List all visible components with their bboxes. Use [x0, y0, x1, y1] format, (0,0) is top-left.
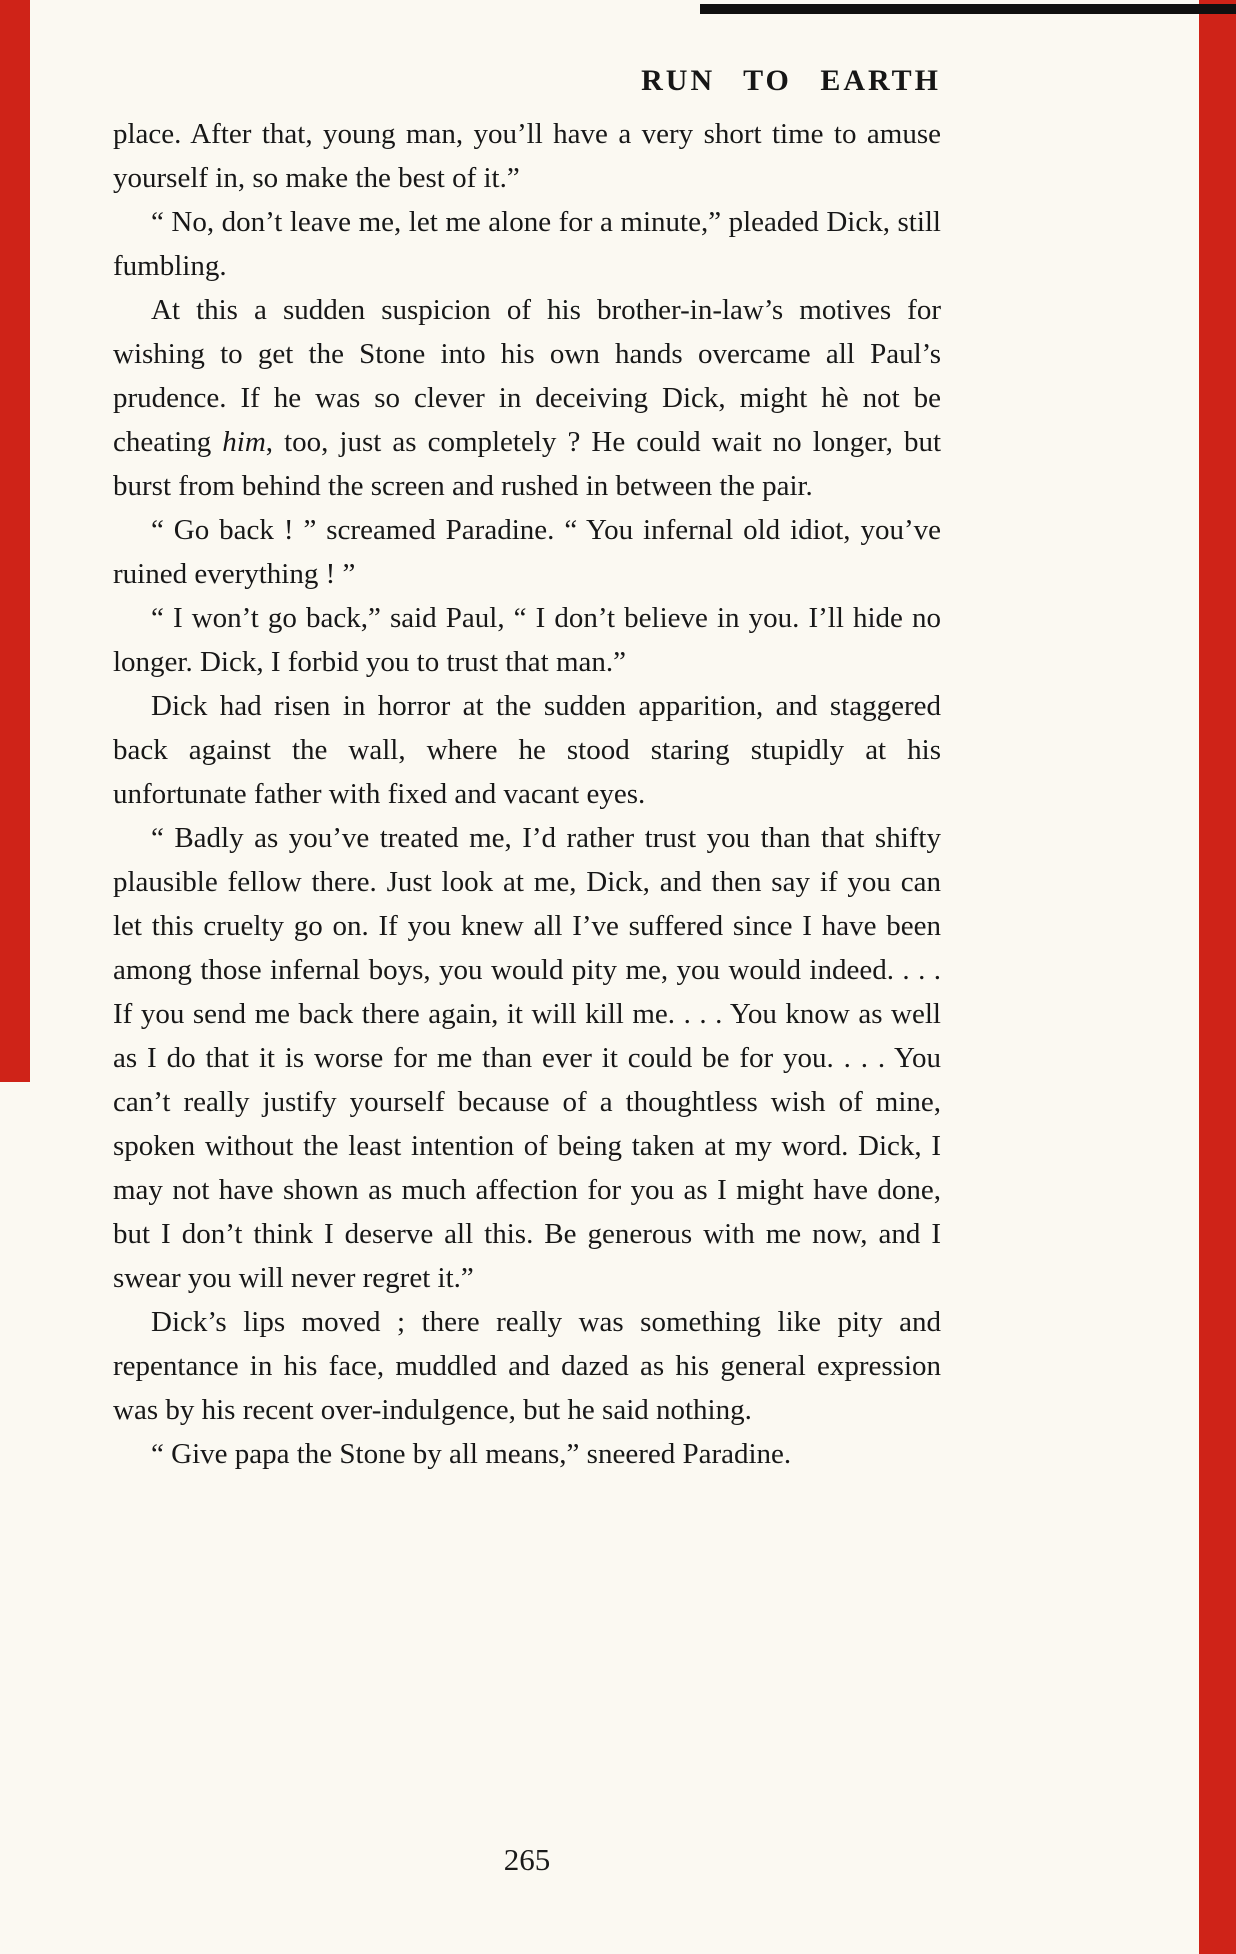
body-text — [113, 112, 941, 1476]
paragraph: “ Badly as you’ve treated me, I’d rather trust you than that shifty plausible fellow there. Just look at me, Dick, and then say if you can let this cruelty go on. If you knew all I’ve suffered since I have been among those infernal boys, you would pity me, you would indeed. . . . If you send me back there again, it will kill me. . . . You know as well as I do that it is worse for me than ever it could be for you. . . . You can’t really justify yourself because of a thoughtless wish of mine, spoken without the least intention of being taken at my word. Dick, I may not have shown as much affection for you as I might have done, but I don’t think I deserve all this. Be generous with me now, and I swear you will never regret it.” — [113, 822, 941, 1294]
paragraph: Dick’s lips moved ; there really was something like pity and repentance in his face, muddled and dazed as his general expression was by his recent over-indulgence, but he said nothing. — [113, 1306, 941, 1426]
page-number: 265 — [503, 1842, 551, 1877]
paragraph — [113, 288, 941, 508]
book-edge-left — [0, 0, 30, 1082]
paragraph: “ Go back ! ” screamed Paradine. “ You infernal old idiot, you’ve ruined everything ! ” — [113, 514, 941, 590]
top-rule — [700, 4, 1236, 14]
paragraph: “ No, don’t leave me, let me alone for a minute,” pleaded Dick, still fumbling. — [113, 206, 941, 282]
italic-word: him — [222, 426, 266, 458]
paragraph: place. After that, young man, you’ll have a very short time to amuse yourself in, so make the best of it.” — [113, 118, 941, 194]
running-header: RUN TO EARTH — [641, 64, 941, 97]
paragraph: “ I won’t go back,” said Paul, “ I don’t believe in you. I’ll hide no longer. Dick, I forbid you to trust that man.” — [113, 602, 941, 678]
paragraph: “ Give papa the Stone by all means,” sneered Paradine. — [151, 1438, 792, 1470]
page-content — [113, 64, 941, 1476]
paragraph-text: At this a sudden suspicion of his brother-in-law’s motives for wishing to get the Stone into his own hands overcame all Paul’s prudence. If he was so clever in deceiving Dick, might hè not be cheating — [113, 294, 941, 458]
book-edge-right — [1199, 0, 1236, 1954]
paragraph-text: , too, just as completely ? He could wait no longer, but burst from behind the screen and rushed in between the pair. — [113, 426, 942, 502]
paragraph: Dick had risen in horror at the sudden apparition, and staggered back against the wall, where he stood staring stupidly at his unfortunate father with fixed and vacant eyes. — [113, 690, 941, 810]
